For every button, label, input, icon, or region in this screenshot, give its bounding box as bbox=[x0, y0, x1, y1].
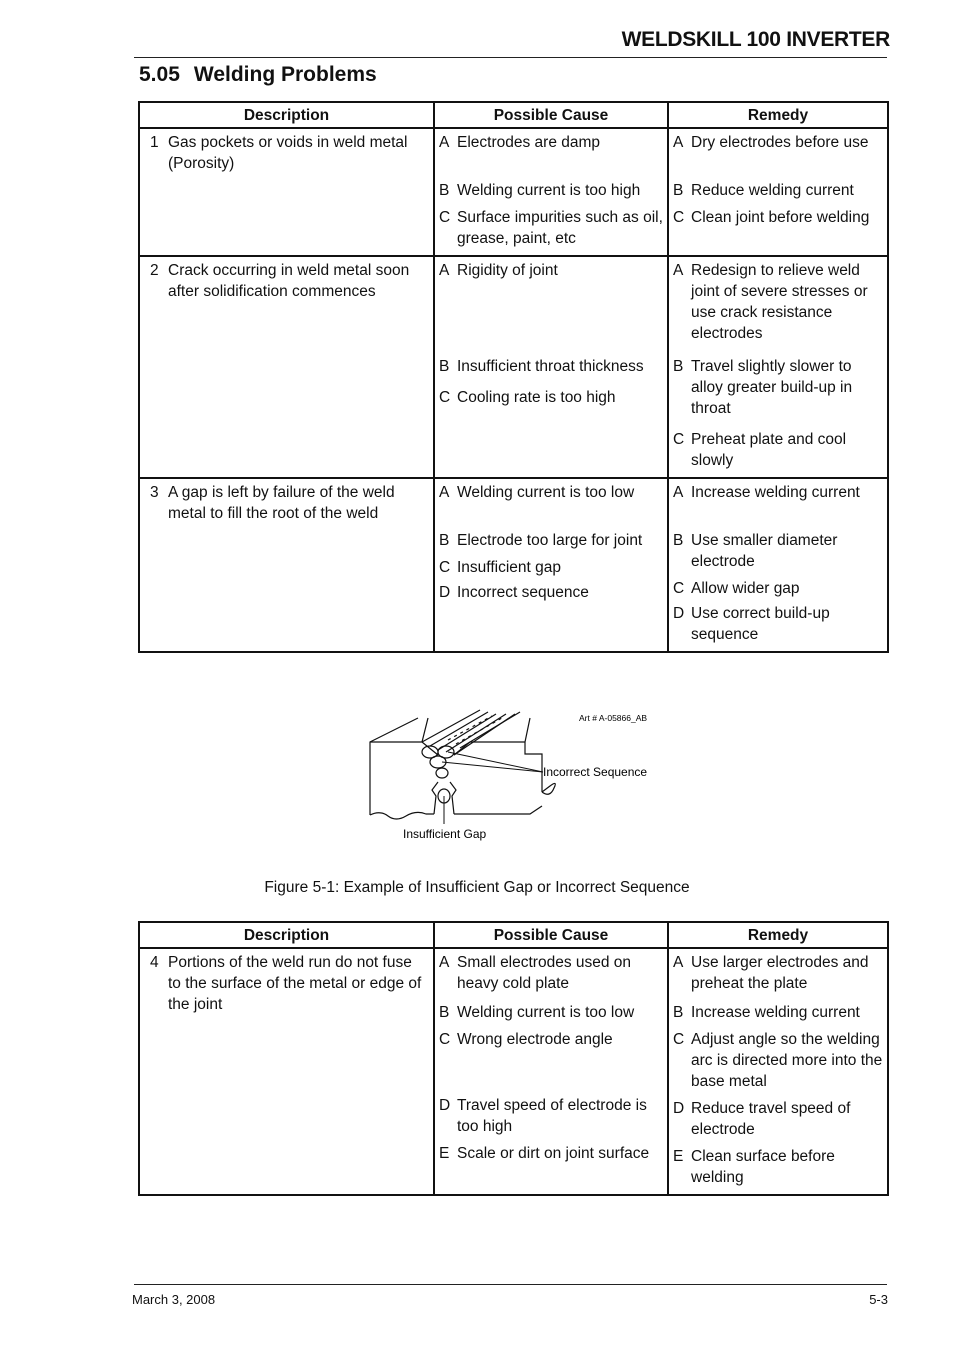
remedy-text: Use correct build-up sequence bbox=[691, 605, 830, 643]
problem-description-cell bbox=[139, 478, 434, 652]
cause-text: Travel speed of electrode is too high bbox=[457, 1097, 647, 1135]
cause-letter: D bbox=[439, 584, 451, 601]
remedy-item bbox=[673, 952, 887, 994]
cause-letter: A bbox=[439, 262, 450, 279]
remedy-letter: A bbox=[673, 134, 684, 151]
cause-text: Welding current is too low bbox=[457, 484, 635, 501]
cause-text: Wrong electrode angle bbox=[457, 1031, 613, 1048]
remedy-item bbox=[673, 1002, 887, 1023]
remedy-item bbox=[673, 180, 887, 201]
remedy-text: Reduce welding current bbox=[691, 182, 854, 199]
remedy-item bbox=[673, 1146, 887, 1188]
cause-letter: E bbox=[439, 1145, 450, 1162]
remedy-text: Allow wider gap bbox=[691, 580, 800, 597]
remedy-item bbox=[673, 578, 887, 599]
problem-description: A gap is left by failure of the weld metal to fill the root of the weld bbox=[168, 484, 395, 522]
cause-item bbox=[439, 530, 667, 551]
problem-description: Gas pockets or voids in weld metal (Porosity) bbox=[168, 134, 408, 172]
remedy-letter: D bbox=[673, 1100, 685, 1117]
remedy-letter: A bbox=[673, 262, 684, 279]
problem-description-cell bbox=[139, 128, 434, 256]
cause-letter: B bbox=[439, 358, 450, 375]
cause-letter: C bbox=[439, 559, 451, 576]
remedy-text: Travel slightly slower to alloy greater build-up in throat bbox=[691, 358, 853, 417]
cause-text: Electrodes are damp bbox=[457, 134, 601, 151]
remedy-text: Clean joint before welding bbox=[691, 209, 870, 226]
column-header-description: Description bbox=[139, 922, 434, 948]
remedy-item bbox=[673, 132, 887, 153]
cause-text: Small electrodes used on heavy cold plate bbox=[457, 954, 632, 992]
section-heading bbox=[139, 63, 377, 87]
cause-item bbox=[439, 1002, 667, 1023]
section-number: 5.05 bbox=[139, 63, 180, 86]
problem-row bbox=[139, 478, 888, 652]
remedy-letter: C bbox=[673, 431, 685, 448]
remedy-item bbox=[673, 260, 887, 344]
cause-item bbox=[439, 952, 667, 994]
cause-letter: D bbox=[439, 1097, 451, 1114]
cause-letter: B bbox=[439, 182, 450, 199]
problems-table-1-body bbox=[139, 128, 888, 652]
remedy-letter: A bbox=[673, 484, 684, 501]
remedy-text: Preheat plate and cool slowly bbox=[691, 431, 847, 469]
remedy-cell bbox=[668, 128, 888, 256]
remedy-text: Adjust angle so the welding arc is directed more into the base metal bbox=[691, 1031, 883, 1090]
remedy-text: Reduce travel speed of electrode bbox=[691, 1100, 851, 1138]
problem-row bbox=[139, 948, 888, 1195]
remedy-cell bbox=[668, 256, 888, 478]
remedy-letter: B bbox=[673, 532, 684, 549]
remedy-item bbox=[673, 429, 887, 471]
cause-letter: C bbox=[439, 1031, 451, 1048]
cause-cell bbox=[434, 128, 668, 256]
column-header-remedy: Remedy bbox=[668, 922, 888, 948]
remedy-text: Use larger electrodes and preheat the plate bbox=[691, 954, 869, 992]
problem-number: 3 bbox=[150, 484, 159, 501]
remedy-letter: B bbox=[673, 182, 684, 199]
cause-item bbox=[439, 1095, 667, 1137]
remedy-letter: C bbox=[673, 580, 685, 597]
cause-letter: A bbox=[439, 484, 450, 501]
problems-table-2 bbox=[138, 921, 889, 1196]
cause-item bbox=[439, 482, 667, 503]
problem-number: 4 bbox=[150, 954, 159, 971]
cause-letter: A bbox=[439, 134, 450, 151]
problem-row bbox=[139, 128, 888, 256]
figure-caption: Figure 5-1: Example of Insufficient Gap or Incorrect Sequence bbox=[264, 879, 690, 896]
problem-description: Portions of the weld run do not fuse to the surface of the metal or edge of the joint bbox=[168, 954, 422, 1013]
remedy-text: Dry electrodes before use bbox=[691, 134, 869, 151]
column-header-cause: Possible Cause bbox=[434, 102, 668, 128]
cause-text: Insufficient gap bbox=[457, 559, 561, 576]
remedy-letter: A bbox=[673, 954, 684, 971]
cause-text: Rigidity of joint bbox=[457, 262, 558, 279]
footer-date: March 3, 2008 bbox=[132, 1292, 216, 1307]
cause-text: Cooling rate is too high bbox=[457, 389, 616, 406]
cause-letter: B bbox=[439, 1004, 450, 1021]
cause-text: Electrode too large for joint bbox=[457, 532, 643, 549]
remedy-letter: C bbox=[673, 1031, 685, 1048]
remedy-letter: C bbox=[673, 209, 685, 226]
problems-table-1 bbox=[138, 101, 889, 653]
problem-row bbox=[139, 256, 888, 478]
remedy-text: Clean surface before welding bbox=[691, 1148, 835, 1186]
remedy-item bbox=[673, 207, 887, 228]
remedy-cell bbox=[668, 478, 888, 652]
cause-item bbox=[439, 1029, 667, 1050]
footer-rule bbox=[134, 1284, 887, 1285]
remedy-item bbox=[673, 1029, 887, 1092]
remedy-text: Increase welding current bbox=[691, 484, 860, 501]
cause-item bbox=[439, 557, 667, 578]
remedy-item bbox=[673, 1098, 887, 1140]
problem-description-cell bbox=[139, 256, 434, 478]
remedy-cell bbox=[668, 948, 888, 1195]
cause-text: Welding current is too high bbox=[457, 182, 641, 199]
column-header-description: Description bbox=[139, 102, 434, 128]
cause-text: Incorrect sequence bbox=[457, 584, 589, 601]
problem-description: Crack occurring in weld metal soon after solidification commences bbox=[168, 262, 410, 300]
cause-text: Surface impurities such as oil, grease, paint, etc bbox=[457, 209, 663, 247]
remedy-text: Use smaller diameter electrode bbox=[691, 532, 838, 570]
remedy-letter: B bbox=[673, 358, 684, 375]
cause-item bbox=[439, 356, 667, 377]
cause-letter: B bbox=[439, 532, 450, 549]
art-number-label: Art # A-05866_AB bbox=[579, 713, 648, 723]
cause-text: Insufficient throat thickness bbox=[457, 358, 644, 375]
remedy-item bbox=[673, 530, 887, 572]
remedy-item bbox=[673, 482, 887, 503]
remedy-text: Increase welding current bbox=[691, 1004, 860, 1021]
cause-item bbox=[439, 180, 667, 201]
header-rule bbox=[134, 57, 887, 58]
remedy-item bbox=[673, 356, 887, 419]
problems-table-2-body bbox=[139, 948, 888, 1195]
problem-number: 1 bbox=[150, 134, 159, 151]
manual-title: WELDSKILL 100 INVERTER bbox=[621, 28, 890, 51]
cause-item bbox=[439, 260, 667, 281]
remedy-item bbox=[673, 603, 887, 645]
cause-item bbox=[439, 387, 667, 408]
weld-joint-figure bbox=[360, 700, 680, 850]
column-header-cause: Possible Cause bbox=[434, 922, 668, 948]
cause-letter: A bbox=[439, 954, 450, 971]
cause-item bbox=[439, 1143, 667, 1164]
cause-item bbox=[439, 207, 667, 249]
cause-text: Welding current is too low bbox=[457, 1004, 635, 1021]
remedy-text: Redesign to relieve weld joint of severe stresses or use crack resistance electrodes bbox=[691, 262, 868, 342]
problem-description-cell bbox=[139, 948, 434, 1195]
incorrect-sequence-label: Incorrect Sequence bbox=[543, 765, 648, 779]
cause-cell bbox=[434, 256, 668, 478]
remedy-letter: B bbox=[673, 1004, 684, 1021]
problem-number: 2 bbox=[150, 262, 159, 279]
cause-item bbox=[439, 582, 667, 603]
section-title: Welding Problems bbox=[193, 63, 377, 86]
cause-cell bbox=[434, 478, 668, 652]
cause-text: Scale or dirt on joint surface bbox=[457, 1145, 650, 1162]
remedy-letter: E bbox=[673, 1148, 684, 1165]
cause-cell bbox=[434, 948, 668, 1195]
page-number: 5-3 bbox=[869, 1292, 888, 1307]
cause-letter: C bbox=[439, 209, 451, 226]
remedy-letter: D bbox=[673, 605, 685, 622]
cause-item bbox=[439, 132, 667, 153]
insufficient-gap-label: Insufficient Gap bbox=[403, 827, 487, 841]
cause-letter: C bbox=[439, 389, 451, 406]
column-header-remedy: Remedy bbox=[668, 102, 888, 128]
